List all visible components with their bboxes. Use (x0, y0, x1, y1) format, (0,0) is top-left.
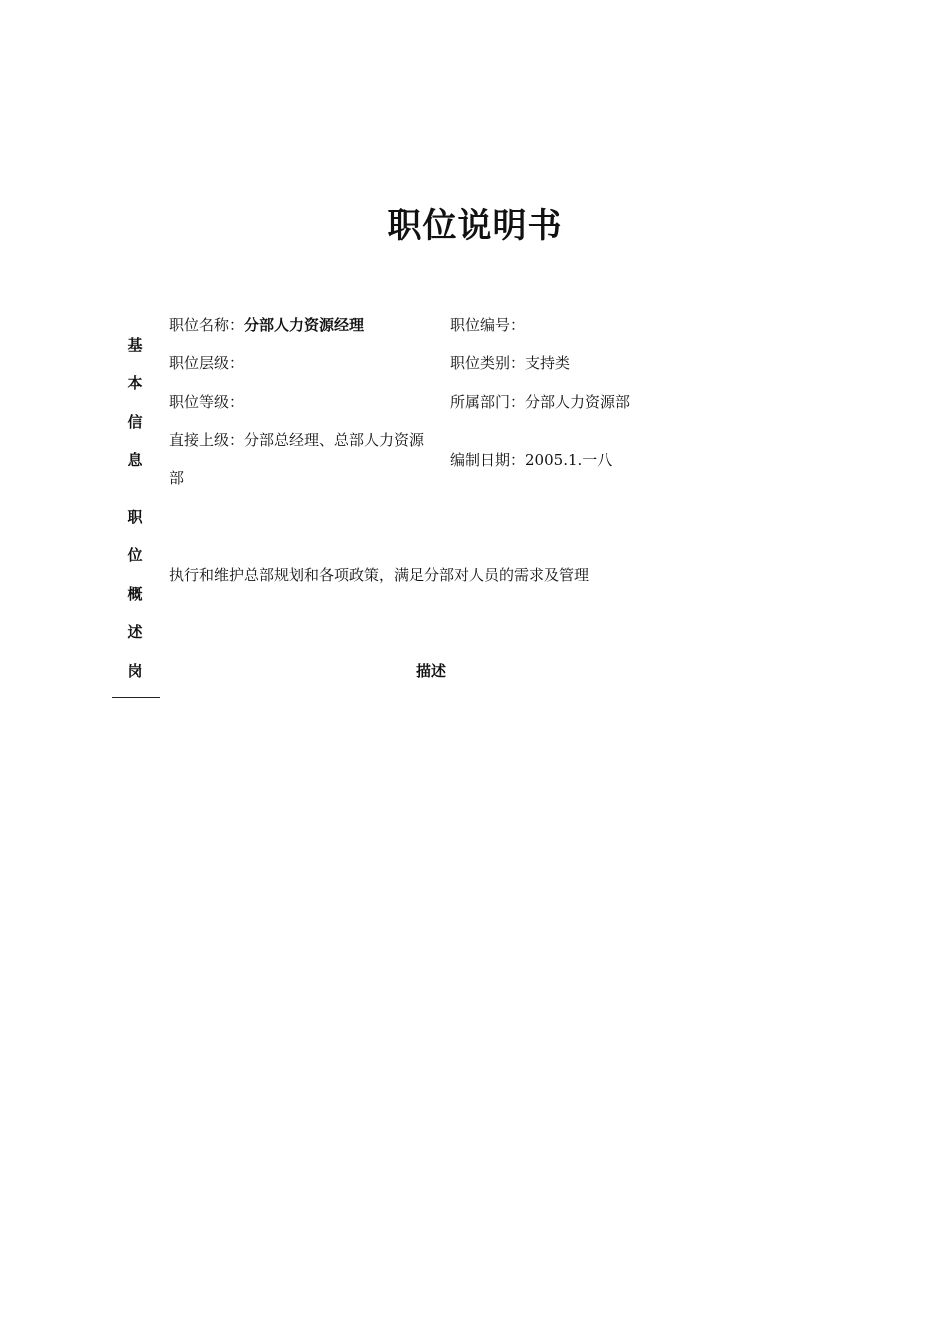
section-divider (112, 697, 160, 698)
department-field (450, 383, 630, 421)
basic-info-label-char: 息 (127, 451, 143, 470)
date-value: 2005.1.一八 (525, 451, 613, 469)
overview-label-char: 述 (127, 623, 143, 642)
position-level-label: 职位层级： (169, 354, 245, 372)
position-grade-label: 职位等级： (169, 393, 245, 411)
overview-label-char: 位 (127, 546, 143, 565)
department-value: 分部人力资源部 (525, 393, 631, 411)
description-heading: 描述 (416, 662, 447, 680)
date-field (450, 441, 612, 479)
basic-info-section-label (124, 326, 146, 480)
overview-label-char: 概 (127, 584, 143, 603)
date-label: 编制日期： (450, 451, 526, 469)
position-name-field (169, 306, 364, 344)
position-category-field (450, 344, 570, 382)
department-label: 所属部门： (450, 393, 526, 411)
position-category-label: 职位类别： (450, 354, 526, 372)
overview-section-label (124, 498, 146, 690)
position-code-field (450, 306, 525, 344)
position-code-label: 职位编号： (450, 316, 526, 334)
position-level-field (169, 344, 244, 382)
position-name-value: 分部人力资源经理 (244, 316, 365, 334)
basic-info-label-char: 基 (127, 336, 143, 354)
post-label-char: 岗 (127, 661, 143, 680)
overview-label-char: 职 (127, 508, 143, 526)
basic-info-label-char: 本 (127, 374, 143, 393)
supervisor-field: 直接上级：分部总经理、总部人力资源部 (169, 431, 425, 487)
position-grade-field (169, 383, 244, 421)
position-name-label: 职位名称： (169, 316, 245, 334)
document-title: 职位说明书 (387, 206, 563, 246)
position-overview-text: 执行和维护总部规划和各项政策，满足分部对人员的需求及管理 (169, 566, 590, 584)
position-category-value: 支持类 (525, 354, 571, 372)
basic-info-label-char: 信 (127, 412, 143, 431)
